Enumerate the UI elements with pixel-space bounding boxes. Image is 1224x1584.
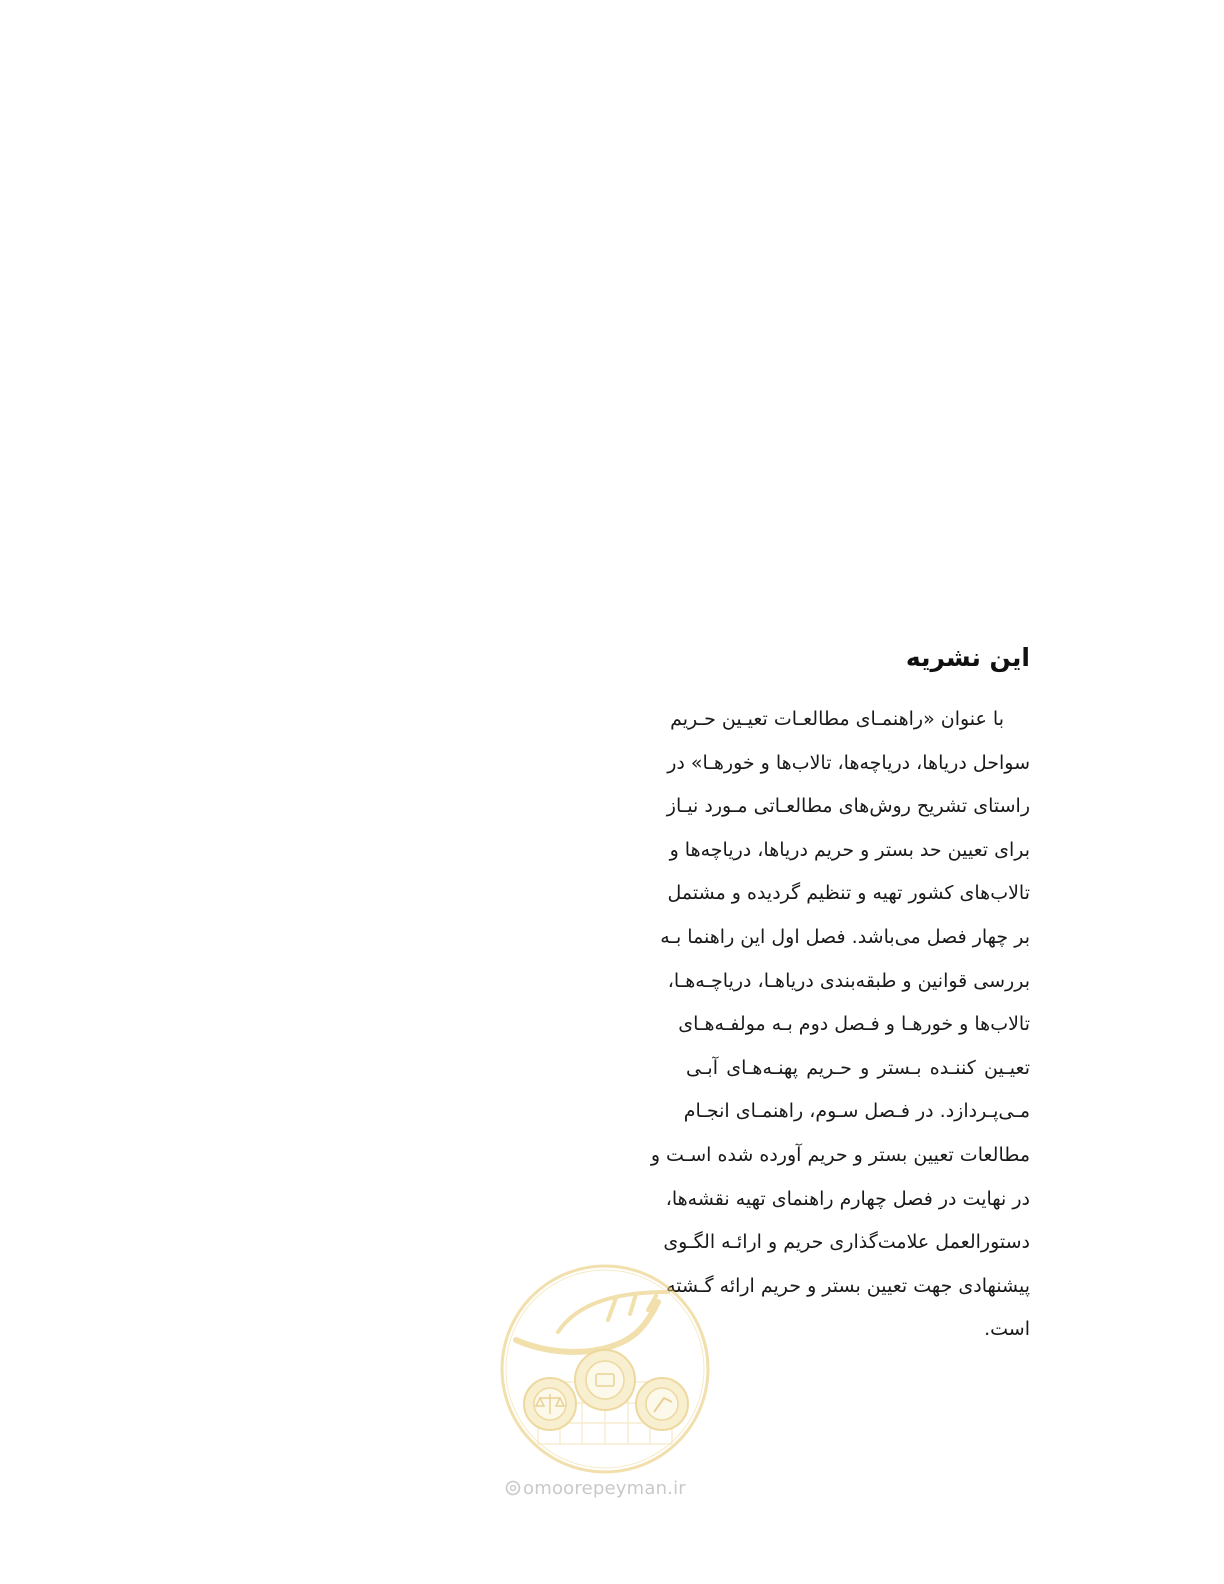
paragraph-line: بررسی قوانین و طبقه‌بندی دریاهـا، دریاچـه‌هـا، [667, 969, 1030, 992]
paragraph-line: است. [984, 1318, 1030, 1341]
at-sign-icon [505, 1480, 521, 1496]
paragraph-line: برای تعیین حد بستر و حریم دریاها، دریاچه‌ها و [669, 838, 1030, 861]
paragraph-line: دستورالعمل علامت‌گذاری حریم و ارائـه الگـوی [663, 1231, 1030, 1254]
paragraph-line: تالاب‌ها و خورهـا و فـصل دوم بـه مولفـه‌هـای [678, 1013, 1030, 1036]
body-paragraph [650, 698, 1030, 1352]
watermark-logo [498, 1262, 712, 1476]
paragraph-line: تعیـین کننـده بـستر و حـریم پهنـه‌هـای آبـی [686, 1056, 1030, 1079]
paragraph-line: سواحل دریاها، دریاچه‌ها، تالاب‌ها و خورهـا» در [667, 751, 1030, 774]
paragraph-line: مطالعات تعیین بستر و حریم آورده شده اسـت و [650, 1143, 1030, 1166]
text-column [650, 640, 1030, 1352]
paragraph-line: مـی‌پـردازد. در فـصل سـوم، راهنمـای انجـام [683, 1100, 1030, 1123]
paragraph-line: راستای تشریح روش‌های مطالعـاتی مـورد نیـاز [666, 795, 1030, 818]
paragraph-line: در نهایت در فصل چهارم راهنمای تهیه نقشه‌ها، [665, 1187, 1030, 1210]
paragraph-line: با عنوان «راهنمـای مطالعـات تعیـین حـریم [670, 708, 1004, 730]
paragraph-line: پیشنهادی جهت تعیین بستر و حریم ارائه گـشته [666, 1274, 1030, 1297]
paragraph-line: تالاب‌های کشور تهیه و تنظیم گردیده و مشتمل [667, 882, 1030, 905]
paragraph-line: بر چهار فصل می‌باشد. فصل اول این راهنما بـه [660, 925, 1030, 948]
section-heading: این نشریه [905, 643, 1030, 672]
watermark-url-text: omoorepeyman.ir [523, 1478, 686, 1499]
watermark-url [505, 1478, 705, 1499]
